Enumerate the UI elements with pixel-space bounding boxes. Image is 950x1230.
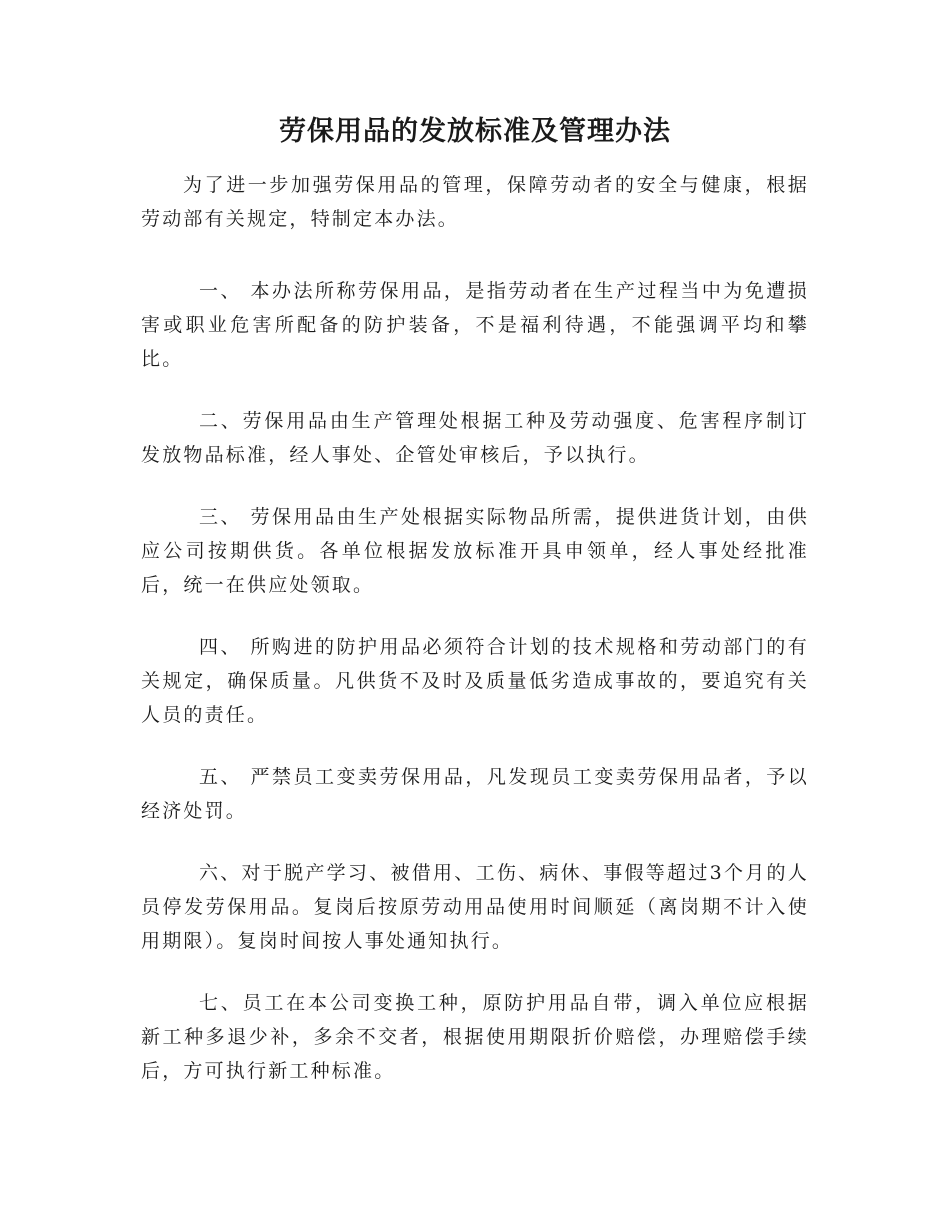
article-1: 一、 本办法所称劳保用品，是指劳动者在生产过程当中为免遭损害或职业危害所配备的防护装备，不是福利待遇，不能强调平均和攀比。 xyxy=(141,280,809,370)
article-4: 四、 所购进的防护用品必须符合计划的技术规格和劳动部门的有关规定，确保质量。凡供货不及时及质量低劣造成事故的，要追究有关人员的责任。 xyxy=(141,636,809,726)
article-6: 六、对于脱产学习、被借用、工伤、病休、事假等超过3个月的人员停发劳保用品。复岗后按原劳动用品使用时间顺延（离岗期不计入使用期限）。复岗时间按人事处通知执行。 xyxy=(141,862,809,952)
article-7: 七、员工在本公司变换工种，原防护用品自带，调入单位应根据新工种多退少补，多余不交者，根据使用期限折价赔偿，办理赔偿手续后，方可执行新工种标准。 xyxy=(141,992,809,1082)
article-2: 二、劳保用品由生产管理处根据工种及劳动强度、危害程序制订发放物品标准，经人事处、企管处审核后，予以执行。 xyxy=(141,410,809,466)
document-title: 劳保用品的发放标准及管理办法 xyxy=(279,116,671,147)
article-3: 三、 劳保用品由生产处根据实际物品所需，提供进货计划，由供应公司按期供货。各单位根据发放标准开具申领单，经人事处经批准后，统一在供应处领取。 xyxy=(141,506,809,596)
article-5: 五、 严禁员工变卖劳保用品，凡发现员工变卖劳保用品者，予以经济处罚。 xyxy=(141,766,809,822)
document-body xyxy=(141,168,809,1088)
intro-paragraph: 为了进一步加强劳保用品的管理，保障劳动者的安全与健康，根据劳动部有关规定，特制定本办法。 xyxy=(141,174,809,230)
